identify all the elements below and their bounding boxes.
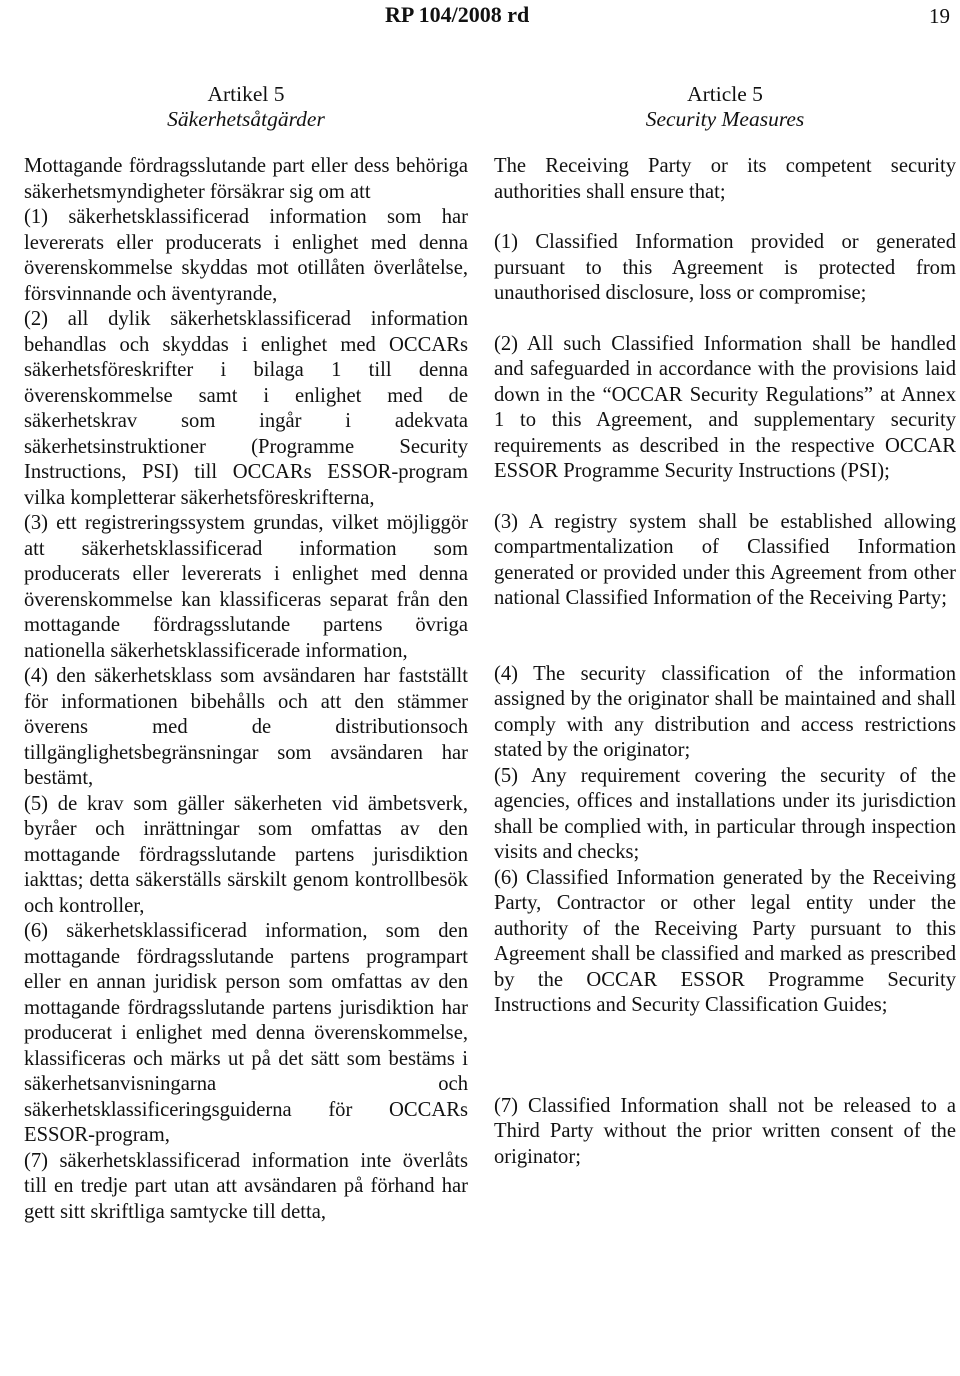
english-column xyxy=(494,82,956,1170)
clause-4-sv: (4) den säkerhetsklass som avsändaren har fastställt för informationen bibehålls och att den stämmer överens med de distributionsoch tillgänglighetsbegränsningar som avsändaren har bestämt, xyxy=(24,665,468,789)
clause-4-en: (4) The security classification of the information assigned by the originator shall be maintained and shall comply with any distribution and access restrictions stated by the originator; xyxy=(494,662,956,761)
clause-1-sv: (1) säkerhetsklassificerad information som har levererats eller producerats i enlighet med denna överenskommelse skyddas mot otillåten överlåtelse, försvinnande och äventyrande, xyxy=(24,206,468,305)
clause-7-sv: (7) säkerhetsklassificerad information inte överlåts till en tredje part utan att avsändaren på förhand har gett sitt skriftliga samtycke till detta, xyxy=(24,1149,468,1223)
intro-paragraph-en: The Receiving Party or its competent security authorities shall ensure that; xyxy=(494,155,956,203)
clause-2-en: (2) All such Classified Information shall be handled and safeguarded in accordance with the provisions laid down in the “OCCAR Security Regulations” at Annex 1 to this Agreement, and supplementary security requirements as described in the respective OCCAR ESSOR Programme Security Instructions (PSI); xyxy=(494,332,956,482)
clause-5-sv: (5) de krav som gäller säkerheten vid ämbetsverk, byråer och inrättningar som omfattas av den mottagande fördragsslutande partens jurisdiktion iakttas; detta säkerställs särskilt genom kontrollbesök och kontroller, xyxy=(24,792,468,917)
page-number: 19 xyxy=(929,4,950,28)
clause-6-en: (6) Classified Information generated by the Receiving Party, Contractor or other legal entity under the authority of the Receiving Party pursuant to this Agreement shall be classified and marked as prescribed by the OCCAR ESSOR Programme Security Instructions and Security Classification Guides; xyxy=(494,866,956,1016)
clause-5-en: (5) Any requirement covering the security of the agencies, offices and installations under its jurisdiction shall be complied with, in particular through inspection visits and checks; xyxy=(494,764,956,863)
article-subtitle-sv: Säkerhetsåtgärder xyxy=(167,107,325,131)
clause-2-sv: (2) all dylik säkerhetsklassificerad information behandlas och skyddas i enlighet med OCCARs säkerhetsföreskrifter i bilaga 1 till denna överenskommelse samt i enlighet med de säkerhetskrav som ingår i adekvata säkerhetsinstruktioner (Programme Security Instructions, PSI) till OCCARs ESSOR-program vilka kompletterar säkerhetsföreskrifterna, xyxy=(24,308,468,509)
clause-3-en: (3) A registry system shall be established allowing compartmentalization of Classified Information generated or provided under this Agreement from other national Classified Information of the Receiving Party; xyxy=(494,510,956,609)
swedish-column xyxy=(24,82,468,1225)
clause-1-en: (1) Classified Information provided or generated pursuant to this Agreement is protected from unauthorised disclosure, loss or compromise; xyxy=(494,231,956,304)
intro-paragraph-sv: Mottagande fördragsslutande part eller dess behöriga säkerhetsmyndigheter försäkrar sig om att xyxy=(24,155,468,203)
article-subtitle-en: Security Measures xyxy=(645,107,805,131)
article-title-en: Article 5 xyxy=(687,82,763,106)
clause-6-sv: (6) säkerhetsklassificerad information, som den mottagande fördragsslutande partens programpart eller en annan juridisk person som omfattas av den mottagande fördragsslutande partens jurisdiktion har producerat i enlighet med denna överenskommelse, klassificeras och märks ut på det sätt som bestäms i säkerhetsanvisningarna och säkerhetsklassificeringsguiderna för OCCARs ESSOR-program, xyxy=(24,920,468,1146)
clause-3-sv: (3) ett registreringssystem grundas, vilket möjliggör att säkerhetsklassificerad information som producerats eller levererats i enlighet med denna överenskommelse kan klassificeras separat från den mottagande fördragsslutande partens övriga nationella säkerhetsklassificerade information, xyxy=(24,512,468,662)
document-reference: RP 104/2008 rd xyxy=(385,2,530,27)
article-heading-en xyxy=(494,82,956,132)
article-heading-sv xyxy=(24,82,468,132)
page-header xyxy=(0,0,960,36)
clause-7-en: (7) Classified Information shall not be released to a Third Party without the prior written consent of the originator; xyxy=(494,1094,956,1168)
article-title-sv: Artikel 5 xyxy=(207,82,285,106)
